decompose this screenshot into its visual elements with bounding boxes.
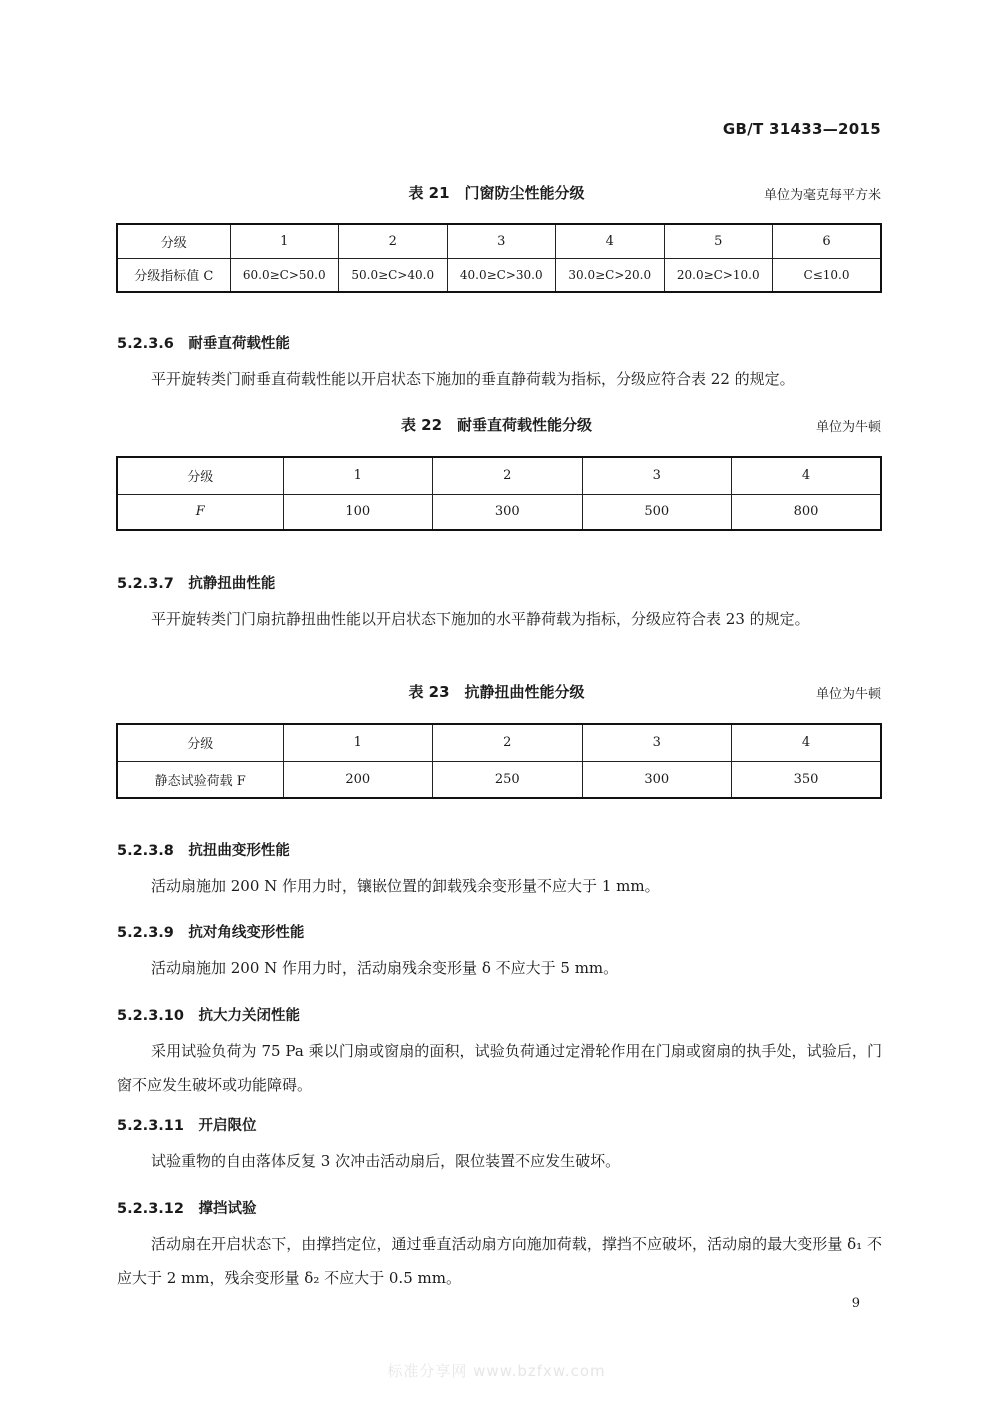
grade-cell: 3 <box>582 457 732 494</box>
value-cell: 200 <box>283 761 433 798</box>
section-heading-5236: 5.2.3.6 耐垂直荷载性能 <box>117 336 290 352</box>
table-22 <box>116 456 882 531</box>
value-cell: 350 <box>732 761 882 798</box>
table-23-caption: 表 23 抗静扭曲性能分级 <box>408 683 585 701</box>
section-text-5236: 平开旋转类门耐垂直荷载性能以开启状态下施加的垂直静荷载为指标，分级应符合表 22 的规定。 <box>151 370 795 388</box>
table-row <box>117 457 881 494</box>
grade-cell: 3 <box>582 724 732 761</box>
section-heading-5237: 5.2.3.7 抗静扭曲性能 <box>117 576 276 592</box>
section-heading-5238: 5.2.3.8 抗扭曲变形性能 <box>117 843 290 859</box>
grade-cell: 4 <box>732 724 882 761</box>
grade-cell: 1 <box>283 724 433 761</box>
value-cell: 60.0≥C>50.0 <box>230 258 339 292</box>
row-label-value: 静态试验荷载 F <box>117 761 283 798</box>
table-row <box>117 224 881 258</box>
value-cell: 100 <box>283 494 433 530</box>
section-heading-5239: 5.2.3.9 抗对角线变形性能 <box>117 925 305 941</box>
value-cell: 30.0≥C>20.0 <box>556 258 665 292</box>
table-21 <box>116 223 882 293</box>
row-label-value: 分级指标值 C <box>117 258 230 292</box>
section-text-52310: 采用试验负荷为 75 Pa 乘以门扇或窗扇的面积，试验负荷通过定滑轮作用在门扇或窗扇的执手处，试验后，门窗不应发生破坏或功能障碍。 <box>117 1042 882 1094</box>
grade-cell: 6 <box>773 224 882 258</box>
table-23 <box>116 723 882 799</box>
page-number: 9 <box>851 1296 860 1311</box>
grade-cell: 2 <box>433 724 583 761</box>
grade-cell: 1 <box>283 457 433 494</box>
table-22-caption: 表 22 耐垂直荷载性能分级 <box>400 416 593 434</box>
section-text-52311: 试验重物的自由落体反复 3 次冲击活动扇后，限位装置不应发生破坏。 <box>151 1152 621 1170</box>
row-label-grade: 分级 <box>117 457 283 494</box>
value-cell: 800 <box>732 494 882 530</box>
value-cell: 40.0≥C>30.0 <box>447 258 556 292</box>
value-cell: 20.0≥C>10.0 <box>664 258 773 292</box>
value-cell: 250 <box>433 761 583 798</box>
row-label-grade: 分级 <box>117 724 283 761</box>
section-heading-52312: 5.2.3.12 撑挡试验 <box>117 1201 257 1217</box>
table-row <box>117 494 881 530</box>
table-22-unit: 单位为牛顿 <box>815 420 881 435</box>
section-text-52312: 活动扇在开启状态下，由撑挡定位，通过垂直活动扇方向施加荷载，撑挡不应破坏，活动扇的最大变形量 δ₁ 不应大于 2 mm，残余变形量 δ₂ 不应大于 0.5 mm。 <box>117 1235 882 1287</box>
standard-number: GB/T 31433—2015 <box>722 120 881 138</box>
row-label-value: F <box>117 494 283 530</box>
grade-cell: 2 <box>433 457 583 494</box>
grade-cell: 2 <box>339 224 448 258</box>
section-text-5237: 平开旋转类门门扇抗静扭曲性能以开启状态下施加的水平静荷载为指标，分级应符合表 23 的规定。 <box>151 610 810 628</box>
section-heading-52310: 5.2.3.10 抗大力关闭性能 <box>117 1008 300 1024</box>
table-21-caption: 表 21 门窗防尘性能分级 <box>408 184 585 202</box>
table-23-unit: 单位为牛顿 <box>815 687 881 702</box>
grade-cell: 3 <box>447 224 556 258</box>
value-cell: 50.0≥C>40.0 <box>339 258 448 292</box>
value-cell: C≤10.0 <box>773 258 882 292</box>
table-21-unit: 单位为毫克每平方米 <box>763 188 881 203</box>
section-text-5239: 活动扇施加 200 N 作用力时，活动扇残余变形量 δ 不应大于 5 mm。 <box>151 959 619 977</box>
table-row <box>117 761 881 798</box>
value-cell: 500 <box>582 494 732 530</box>
grade-cell: 5 <box>664 224 773 258</box>
grade-cell: 1 <box>230 224 339 258</box>
section-heading-52311: 5.2.3.11 开启限位 <box>117 1118 257 1134</box>
value-cell: 300 <box>433 494 583 530</box>
grade-cell: 4 <box>556 224 665 258</box>
row-label-grade: 分级 <box>117 224 230 258</box>
value-cell: 300 <box>582 761 732 798</box>
watermark: 标准分享网 www.bzfxw.com <box>387 1362 606 1380</box>
section-text-5238: 活动扇施加 200 N 作用力时，镶嵌位置的卸载残余变形量不应大于 1 mm。 <box>151 877 660 895</box>
grade-cell: 4 <box>732 457 882 494</box>
table-row <box>117 724 881 761</box>
table-row <box>117 258 881 292</box>
